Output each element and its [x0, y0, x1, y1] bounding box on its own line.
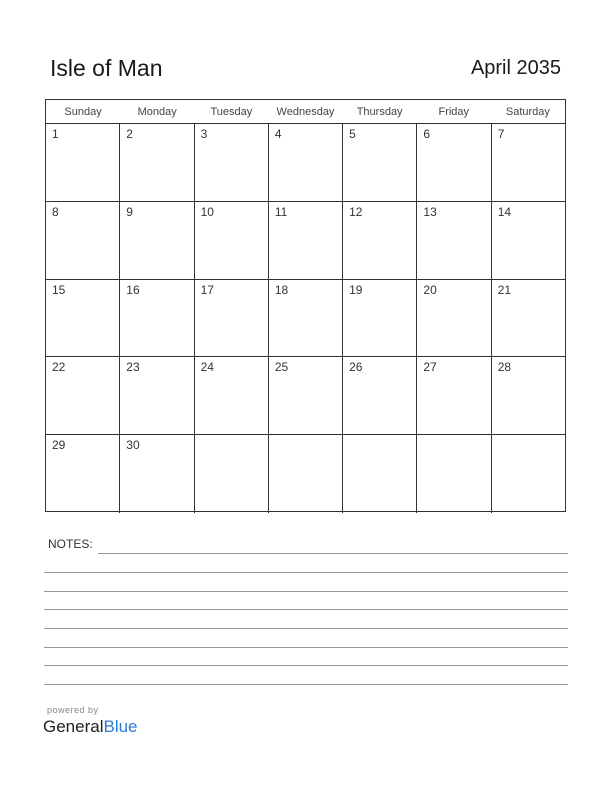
- weekday-monday: Monday: [137, 106, 177, 118]
- day-cell[interactable]: [269, 357, 343, 434]
- notes-label: NOTES:: [48, 537, 93, 551]
- weekday-tuesday: Tuesday: [210, 106, 253, 118]
- day-number: 16: [126, 282, 140, 297]
- day-cell[interactable]: [417, 124, 491, 201]
- day-number: 28: [497, 360, 512, 375]
- day-cell[interactable]: [195, 202, 269, 279]
- day-cell[interactable]: [269, 435, 343, 513]
- day-cell[interactable]: [343, 202, 417, 279]
- day-cell[interactable]: [269, 124, 343, 201]
- day-cell[interactable]: [46, 202, 120, 279]
- day-cell[interactable]: [343, 124, 417, 201]
- day-number: 13: [423, 204, 437, 219]
- weekday-header-row: [46, 100, 565, 124]
- day-cell[interactable]: [492, 202, 565, 279]
- day-number: 30: [126, 438, 140, 453]
- day-cell[interactable]: [417, 280, 491, 357]
- day-number: 19: [349, 282, 363, 297]
- day-number: 4: [274, 127, 282, 141]
- calendar-grid: [45, 99, 566, 512]
- day-number: 7: [497, 127, 505, 141]
- notes-line[interactable]: [44, 647, 568, 648]
- generalblue-logo[interactable]: [43, 717, 138, 737]
- weekday-thursday: Thursday: [356, 106, 403, 118]
- week-row: [46, 357, 565, 435]
- day-cell[interactable]: [343, 357, 417, 434]
- day-cell[interactable]: [120, 124, 194, 201]
- day-cell[interactable]: [269, 202, 343, 279]
- notes-line[interactable]: [98, 553, 568, 554]
- day-number: 20: [423, 282, 437, 297]
- logo-general-text: General: [43, 717, 104, 736]
- day-cell[interactable]: [417, 357, 491, 434]
- day-number: 9: [126, 204, 133, 219]
- day-number: 18: [274, 282, 289, 297]
- weekday-saturday: Saturday: [505, 106, 550, 118]
- day-cell[interactable]: [492, 280, 565, 357]
- week-row: [46, 435, 565, 513]
- day-cell[interactable]: [492, 124, 565, 201]
- day-number: 6: [423, 127, 431, 141]
- notes-line[interactable]: [44, 665, 568, 666]
- day-number: 26: [349, 360, 363, 375]
- day-number: 27: [423, 360, 437, 375]
- day-cell[interactable]: [343, 280, 417, 357]
- day-number: 25: [274, 360, 289, 375]
- notes-line[interactable]: [44, 609, 568, 610]
- day-cell[interactable]: [46, 280, 120, 357]
- day-cell[interactable]: [46, 124, 120, 201]
- weekday-friday: Friday: [438, 106, 470, 118]
- day-cell[interactable]: [120, 435, 194, 513]
- day-cell[interactable]: [120, 202, 194, 279]
- week-row: [46, 202, 565, 280]
- day-cell[interactable]: [195, 357, 269, 434]
- notes-line[interactable]: [44, 572, 568, 573]
- powered-by-text: powered by: [47, 705, 99, 715]
- day-number: 10: [200, 204, 214, 219]
- weekday-sunday: Sunday: [64, 106, 102, 118]
- day-number: 14: [497, 204, 512, 219]
- day-cell[interactable]: [492, 435, 565, 513]
- day-number: 11: [274, 204, 288, 219]
- weekday-wednesday: Wednesday: [276, 106, 335, 118]
- notes-line[interactable]: [44, 684, 568, 685]
- month-label: April 2035: [470, 57, 561, 79]
- day-number: 29: [52, 438, 66, 453]
- day-cell[interactable]: [417, 202, 491, 279]
- day-cell[interactable]: [492, 357, 565, 434]
- day-number: 2: [126, 127, 133, 141]
- day-cell[interactable]: [120, 357, 194, 434]
- day-number: 15: [52, 282, 66, 297]
- day-cell[interactable]: [46, 435, 120, 513]
- day-cell[interactable]: [343, 435, 417, 513]
- week-row: [46, 280, 565, 358]
- day-number: 5: [349, 127, 356, 141]
- day-cell[interactable]: [195, 280, 269, 357]
- day-number: 21: [497, 282, 512, 297]
- logo-blue-text: Blue: [103, 717, 138, 736]
- day-number: 8: [52, 204, 59, 219]
- notes-line[interactable]: [44, 591, 568, 592]
- day-cell[interactable]: [46, 357, 120, 434]
- day-cell[interactable]: [269, 280, 343, 357]
- day-cell[interactable]: [195, 124, 269, 201]
- day-number: 22: [52, 360, 66, 375]
- day-number: 24: [200, 360, 214, 375]
- day-cell[interactable]: [195, 435, 269, 513]
- notes-line[interactable]: [44, 628, 568, 629]
- week-row: [46, 124, 565, 202]
- calendar-title: Isle of Man: [50, 55, 163, 81]
- day-cell[interactable]: [417, 435, 491, 513]
- day-number: 3: [200, 127, 208, 141]
- day-number: 23: [126, 360, 140, 375]
- day-cell[interactable]: [120, 280, 194, 357]
- day-number: 1: [52, 127, 59, 141]
- day-number: 17: [200, 282, 214, 297]
- day-number: 12: [349, 204, 363, 219]
